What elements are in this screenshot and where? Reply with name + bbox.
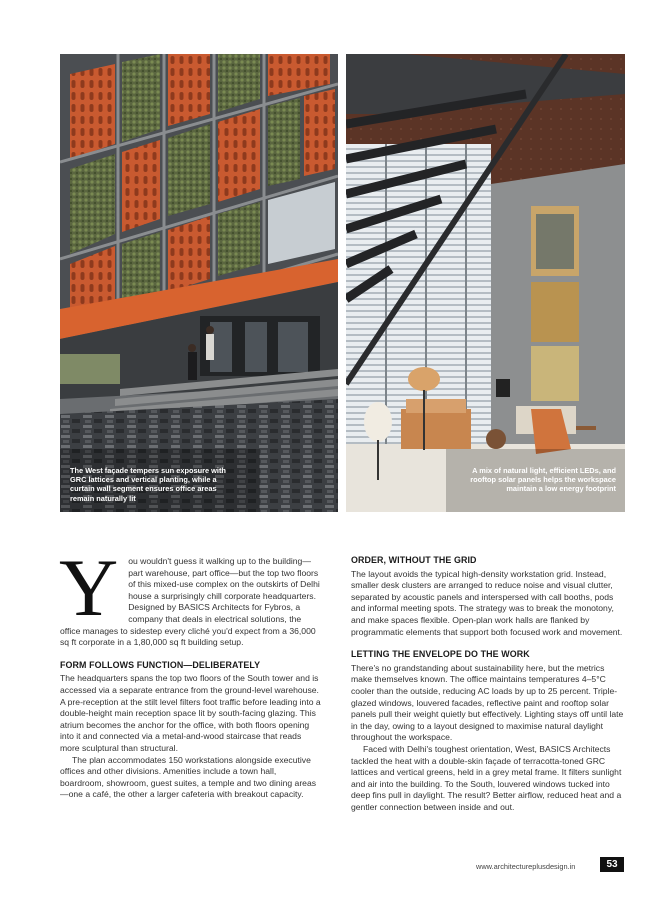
intro-paragraph [59,542,322,649]
section-paragraph: The plan accommodates 150 workstations alongside executive offices and other divisions. Amenities include a town hall, boardroom, showroom, guest suites, a temple and two dining areas—one a café, the other a larger cafeteria with breakout capacity. [60,754,317,800]
section-paragraph: Faced with Delhi's toughest orientation, West, BASICS Architects tackled the heat with a double-skin façade of terracotta-toned GRC lattices and vertical greens, held in a grey metal frame. It filters sunlight and air into the building. To the South, louvered windows tucked into deep fins pull in daylight. The result? Better airflow, reduced heat and a gentler connection between inside and out. [351,743,622,812]
article-column-left [59,542,322,801]
photo-caption-left: The West façade tempers sun exposure with GRC lattices and vertical planting, while a curtain wall segment ensures office areas remain naturally lit [70,466,226,503]
page-number: 53 [600,857,624,872]
article-column-right [351,555,625,813]
drop-cap: Y [59,542,119,633]
section-paragraph: The headquarters spans the top two floors of the South tower and is accessed via a separate entrance from the ground-level warehouse. A pre-reception at the stilt level filters foot traffic before leading into a double-height main reception space lit by south-facing glazing. This atrium becomes the anchor for the office, with both floors opening into it and connected via a metal-and-wood staircase that reads more sculptural than structural. [60,673,321,753]
intro-text: ou wouldn't guess it walking up to the building—part warehouse, part office—but the top two floors of this mixed-use complex on the outskirts of Delhi house a surprisingly chill corporate headquarters. Designed by BASICS Architects for Fybros, a company that deals in electrical solutions, the office manages to sidestep every cliché you'd expect from a 36,000 sq ft corporate in a 1,80,000 sq ft building setup. [60,556,320,648]
section-paragraph: The layout avoids the typical high-density workstation grid. Instead, smaller desk clusters are arranged to reduce noise and visual clutter, separated by acoustic panels and interspersed with call booths, pods and informal meeting spots. The strategy was to break the monotony, and make spaces flexible. Open-plan work halls are flanked by programmatic elements that support both focused work and movement. [351,568,623,637]
section-heading-form: FORM FOLLOWS FUNCTION—DELIBERATELY [60,659,261,670]
section-heading-envelope: LETTING THE ENVELOPE DO THE WORK [351,649,530,660]
photo-caption-right: A mix of natural light, efficient LEDs, and rooftop solar panels helps the workspace maintain a low energy footprint [470,466,616,494]
building-facade-photo [60,54,338,512]
section-paragraph: There's no grandstanding about sustainability here, but the metrics make themselves known. The office maintains temperatures 4–5°C cooler than the outside, reducing AC loads by up to 25 percent. Triple-glazed windows, louvered facades, reflective paint and rooftop solar panels pull their weight quietly but effectively. Lighting stays off until late in the day, owing to a layout designed to maximise natural daylight throughout the workspace. [351,662,624,743]
footer-url[interactable]: www.architectureplusdesign.in [476,862,576,871]
section-heading-order: ORDER, WITHOUT THE GRID [351,555,477,565]
atrium-interior-photo [346,54,625,512]
